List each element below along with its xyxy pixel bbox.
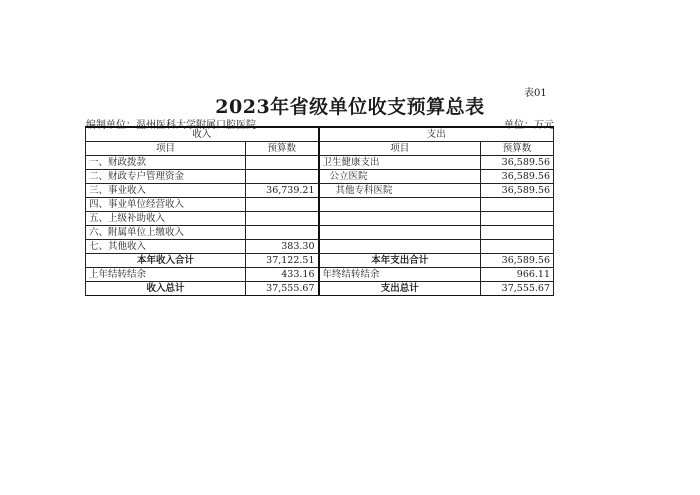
- section-header-row: [86, 127, 554, 142]
- carry-out-label: 年终结转结余: [319, 268, 481, 282]
- grand-total-row: [86, 282, 554, 296]
- column-header-row: [86, 142, 554, 156]
- income-grand-total-label: 收入总计: [86, 282, 246, 296]
- table-row: [86, 198, 554, 212]
- income-item-value: [246, 170, 319, 184]
- income-item-value: [246, 198, 319, 212]
- table-row: [86, 184, 554, 198]
- expense-item-label: 公立医院: [319, 170, 481, 184]
- expense-item-value: 36,589.56: [481, 184, 554, 198]
- expense-grand-total-value: 37,555.67: [481, 282, 554, 296]
- expense-item-value: [481, 240, 554, 254]
- income-item-label: 六、附属单位上缴收入: [86, 226, 246, 240]
- income-item-label: 一、财政拨款: [86, 156, 246, 170]
- income-item-label: 三、事业收入: [86, 184, 246, 198]
- expense-item-header: 项目: [319, 142, 481, 156]
- expense-item-label: [319, 240, 481, 254]
- expense-item-value: [481, 212, 554, 226]
- carry-out-value: 966.11: [481, 268, 554, 282]
- table-row: [86, 226, 554, 240]
- expense-year-total-label: 本年支出合计: [319, 254, 481, 268]
- income-item-value: [246, 212, 319, 226]
- income-budget-header: 预算数: [246, 142, 319, 156]
- expense-item-label: [319, 198, 481, 212]
- carry-in-value: 433.16: [246, 268, 319, 282]
- expense-item-label: 卫生健康支出: [319, 156, 481, 170]
- income-item-label: 四、事业单位经营收入: [86, 198, 246, 212]
- income-item-value: [246, 226, 319, 240]
- expense-item-label: [319, 226, 481, 240]
- organization-label: 编制单位：温州医科大学附属口腔医院: [86, 120, 256, 131]
- income-grand-total-value: 37,555.67: [246, 282, 319, 296]
- table-row: [86, 212, 554, 226]
- year-total-row: [86, 254, 554, 268]
- budget-table: [85, 126, 554, 296]
- table-number: 表01: [524, 88, 547, 99]
- income-item-label: 二、财政专户管理资金: [86, 170, 246, 184]
- expense-item-value: 36,589.56: [481, 156, 554, 170]
- expense-item-label: 其他专科医院: [319, 184, 481, 198]
- unit-label: 单位：万元: [504, 120, 554, 131]
- table-row: [86, 156, 554, 170]
- table-row: [86, 240, 554, 254]
- income-item-value: 383.30: [246, 240, 319, 254]
- expense-item-label: [319, 212, 481, 226]
- expense-section-header: 支出: [319, 127, 554, 142]
- income-item-label: 五、上级补助收入: [86, 212, 246, 226]
- table-row: [86, 170, 554, 184]
- income-item-header: 项目: [86, 142, 246, 156]
- income-item-value: [246, 156, 319, 170]
- income-year-total-value: 37,122.51: [246, 254, 319, 268]
- carryover-row: [86, 268, 554, 282]
- expense-item-value: [481, 198, 554, 212]
- expense-budget-header: 预算数: [481, 142, 554, 156]
- expense-year-total-value: 36,589.56: [481, 254, 554, 268]
- carry-in-label: 上年结转结余: [86, 268, 246, 282]
- income-year-total-label: 本年收入合计: [86, 254, 246, 268]
- expense-item-value: 36,589.56: [481, 170, 554, 184]
- income-item-label: 七、其他收入: [86, 240, 246, 254]
- income-item-value: 36,739.21: [246, 184, 319, 198]
- expense-grand-total-label: 支出总计: [319, 282, 481, 296]
- expense-item-value: [481, 226, 554, 240]
- page-title: 2023年省级单位收支预算总表: [215, 96, 485, 118]
- income-section-header: 收入: [86, 127, 319, 142]
